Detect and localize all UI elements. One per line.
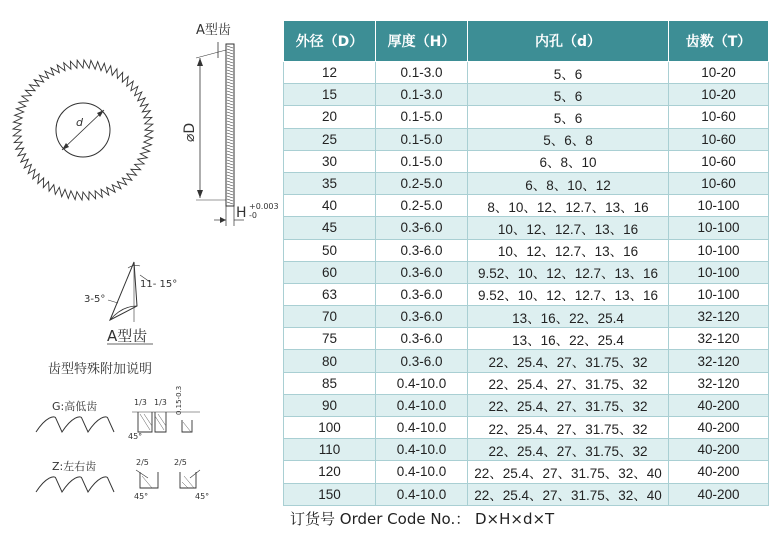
- cell-outer-diameter: 40: [284, 195, 376, 217]
- cell-teeth: 40-200: [669, 461, 769, 483]
- rake-angle-label: 11- 15°: [140, 279, 178, 290]
- cell-outer-diameter: 20: [284, 106, 376, 128]
- z-angle-label-a: 45°: [134, 492, 149, 501]
- table-row: [284, 483, 769, 505]
- cell-bore: 5、6: [468, 84, 669, 106]
- cell-bore: 22、25.4、27、31.75、32、40: [468, 483, 669, 505]
- table-row: [284, 84, 769, 106]
- cell-outer-diameter: 15: [284, 84, 376, 106]
- cell-teeth: 10-20: [669, 84, 769, 106]
- cell-teeth: 40-200: [669, 417, 769, 439]
- g-fraction-b: 1/3: [154, 398, 167, 407]
- cell-bore: 13、16、22、25.4: [468, 328, 669, 350]
- table-row: [284, 261, 769, 283]
- cell-outer-diameter: 100: [284, 417, 376, 439]
- cell-outer-diameter: 50: [284, 239, 376, 261]
- cell-outer-diameter: 60: [284, 261, 376, 283]
- cell-outer-diameter: 45: [284, 217, 376, 239]
- z-angle-label-b: 45°: [195, 492, 210, 501]
- cell-bore: 10、12、12.7、13、16: [468, 239, 669, 261]
- table-row: [284, 172, 769, 194]
- D-dimension-label: ⌀D: [182, 122, 198, 142]
- H-tolerance-lower: -0: [249, 211, 257, 220]
- cell-teeth: 40-200: [669, 439, 769, 461]
- table-row: [284, 217, 769, 239]
- cell-thickness: 0.3-6.0: [376, 261, 468, 283]
- cell-thickness: 0.3-6.0: [376, 306, 468, 328]
- cell-outer-diameter: 30: [284, 150, 376, 172]
- table-row: [284, 106, 769, 128]
- cell-outer-diameter: 12: [284, 62, 376, 84]
- z-fraction-a: 2/5: [136, 458, 149, 467]
- table-row: [284, 439, 769, 461]
- header-outer-diameter: 外径（D）: [284, 21, 376, 62]
- order-code: 订货号 Order Code No.： D×H×d×T: [290, 510, 555, 528]
- table-row: [284, 306, 769, 328]
- cell-bore: 10、12、12.7、13、16: [468, 217, 669, 239]
- cell-thickness: 0.3-6.0: [376, 328, 468, 350]
- cell-outer-diameter: 70: [284, 306, 376, 328]
- cell-bore: 5、6: [468, 62, 669, 84]
- g-angle-label: 45°: [128, 432, 143, 441]
- cell-teeth: 32-120: [669, 306, 769, 328]
- table-row: [284, 195, 769, 217]
- header-bore: 内孔（d）: [468, 21, 669, 62]
- cell-teeth: 10-60: [669, 150, 769, 172]
- cell-bore: 22、25.4、27、31.75、32: [468, 439, 669, 461]
- g-tooth-detail: [36, 386, 200, 441]
- table-row: [284, 283, 769, 305]
- cell-teeth: 10-60: [669, 128, 769, 150]
- saw-blade-front-view: [13, 60, 153, 200]
- cell-thickness: 0.1-5.0: [376, 106, 468, 128]
- cell-thickness: 0.1-5.0: [376, 150, 468, 172]
- cell-bore: 22、25.4、27、31.75、32、40: [468, 461, 669, 483]
- g-tooth-label: G:高低齿: [52, 400, 98, 413]
- cell-bore: 22、25.4、27、31.75、32: [468, 350, 669, 372]
- cell-thickness: 0.4-10.0: [376, 394, 468, 416]
- z-tooth-label: Z:左右齿: [52, 460, 97, 473]
- tooth-angle-detail: [84, 262, 177, 345]
- spec-table: [283, 20, 769, 506]
- cell-thickness: 0.3-6.0: [376, 283, 468, 305]
- cell-teeth: 32-120: [669, 372, 769, 394]
- table-row: [284, 461, 769, 483]
- cell-thickness: 0.4-10.0: [376, 461, 468, 483]
- cell-thickness: 0.3-6.0: [376, 239, 468, 261]
- cell-outer-diameter: 85: [284, 372, 376, 394]
- table-row: [284, 350, 769, 372]
- cell-outer-diameter: 80: [284, 350, 376, 372]
- special-notes-title: 齿型特殊附加说明: [48, 362, 153, 377]
- cell-bore: 6、8、10: [468, 150, 669, 172]
- technical-drawings: [0, 0, 280, 550]
- cell-thickness: 0.4-10.0: [376, 439, 468, 461]
- cell-teeth: 10-100: [669, 261, 769, 283]
- cell-thickness: 0.1-3.0: [376, 84, 468, 106]
- g-fraction-a: 1/3: [134, 398, 147, 407]
- cell-bore: 9.52、10、12、12.7、13、16: [468, 283, 669, 305]
- table-row: [284, 150, 769, 172]
- cell-outer-diameter: 35: [284, 172, 376, 194]
- cell-thickness: 0.3-6.0: [376, 350, 468, 372]
- cell-thickness: 0.1-3.0: [376, 62, 468, 84]
- cell-bore: 5、6: [468, 106, 669, 128]
- cell-teeth: 10-20: [669, 62, 769, 84]
- clearance-angle-label: 3-5°: [84, 294, 106, 305]
- cell-teeth: 32-120: [669, 328, 769, 350]
- cell-teeth: 10-60: [669, 172, 769, 194]
- table-row: [284, 417, 769, 439]
- header-thickness: 厚度（H）: [376, 21, 468, 62]
- cell-teeth: 40-200: [669, 394, 769, 416]
- table-row: [284, 394, 769, 416]
- table-row: [284, 328, 769, 350]
- cell-outer-diameter: 120: [284, 461, 376, 483]
- cell-bore: 13、16、22、25.4: [468, 306, 669, 328]
- g-tooth-profile: [36, 417, 114, 432]
- cell-bore: 5、6、8: [468, 128, 669, 150]
- cell-thickness: 0.4-10.0: [376, 417, 468, 439]
- bore-label: d: [76, 116, 83, 129]
- cell-thickness: 0.3-6.0: [376, 217, 468, 239]
- cell-teeth: 10-100: [669, 217, 769, 239]
- cell-thickness: 0.2-5.0: [376, 172, 468, 194]
- H-dimension-label: H: [236, 205, 247, 221]
- z-fraction-b: 2/5: [174, 458, 187, 467]
- cell-bore: 6、8、10、12: [468, 172, 669, 194]
- cell-thickness: 0.2-5.0: [376, 195, 468, 217]
- cell-outer-diameter: 75: [284, 328, 376, 350]
- cell-teeth: 10-100: [669, 195, 769, 217]
- cell-teeth: 32-120: [669, 350, 769, 372]
- z-tooth-detail: [36, 458, 209, 501]
- cell-bore: 9.52、10、12、12.7、13、16: [468, 261, 669, 283]
- cell-bore: 22、25.4、27、31.75、32: [468, 394, 669, 416]
- cell-thickness: 0.4-10.0: [376, 372, 468, 394]
- H-tolerance-upper: +0.003: [249, 202, 279, 211]
- cell-teeth: 40-200: [669, 483, 769, 505]
- cell-teeth: 10-100: [669, 283, 769, 305]
- cell-teeth: 10-60: [669, 106, 769, 128]
- cell-bore: 22、25.4、27、31.75、32: [468, 417, 669, 439]
- table-row: [284, 128, 769, 150]
- cell-outer-diameter: 110: [284, 439, 376, 461]
- cell-outer-diameter: 90: [284, 394, 376, 416]
- cell-bore: 22、25.4、27、31.75、32: [468, 372, 669, 394]
- side-type-label: A型齿: [196, 23, 231, 38]
- cell-outer-diameter: 63: [284, 283, 376, 305]
- g-depth-label: 0.15-0.3: [175, 385, 183, 415]
- tooth-type-title: A型齿: [107, 327, 148, 345]
- cell-outer-diameter: 150: [284, 483, 376, 505]
- cell-teeth: 10-100: [669, 239, 769, 261]
- cell-thickness: 0.1-5.0: [376, 128, 468, 150]
- cell-bore: 8、10、12、12.7、13、16: [468, 195, 669, 217]
- cell-outer-diameter: 25: [284, 128, 376, 150]
- table-row: [284, 239, 769, 261]
- table-row: [284, 62, 769, 84]
- z-tooth-profile: [36, 477, 114, 492]
- table-row: [284, 372, 769, 394]
- table-header-row: [284, 21, 769, 62]
- cell-thickness: 0.4-10.0: [376, 483, 468, 505]
- header-teeth: 齿数（T）: [669, 21, 769, 62]
- saw-blade-side-view: [182, 22, 279, 226]
